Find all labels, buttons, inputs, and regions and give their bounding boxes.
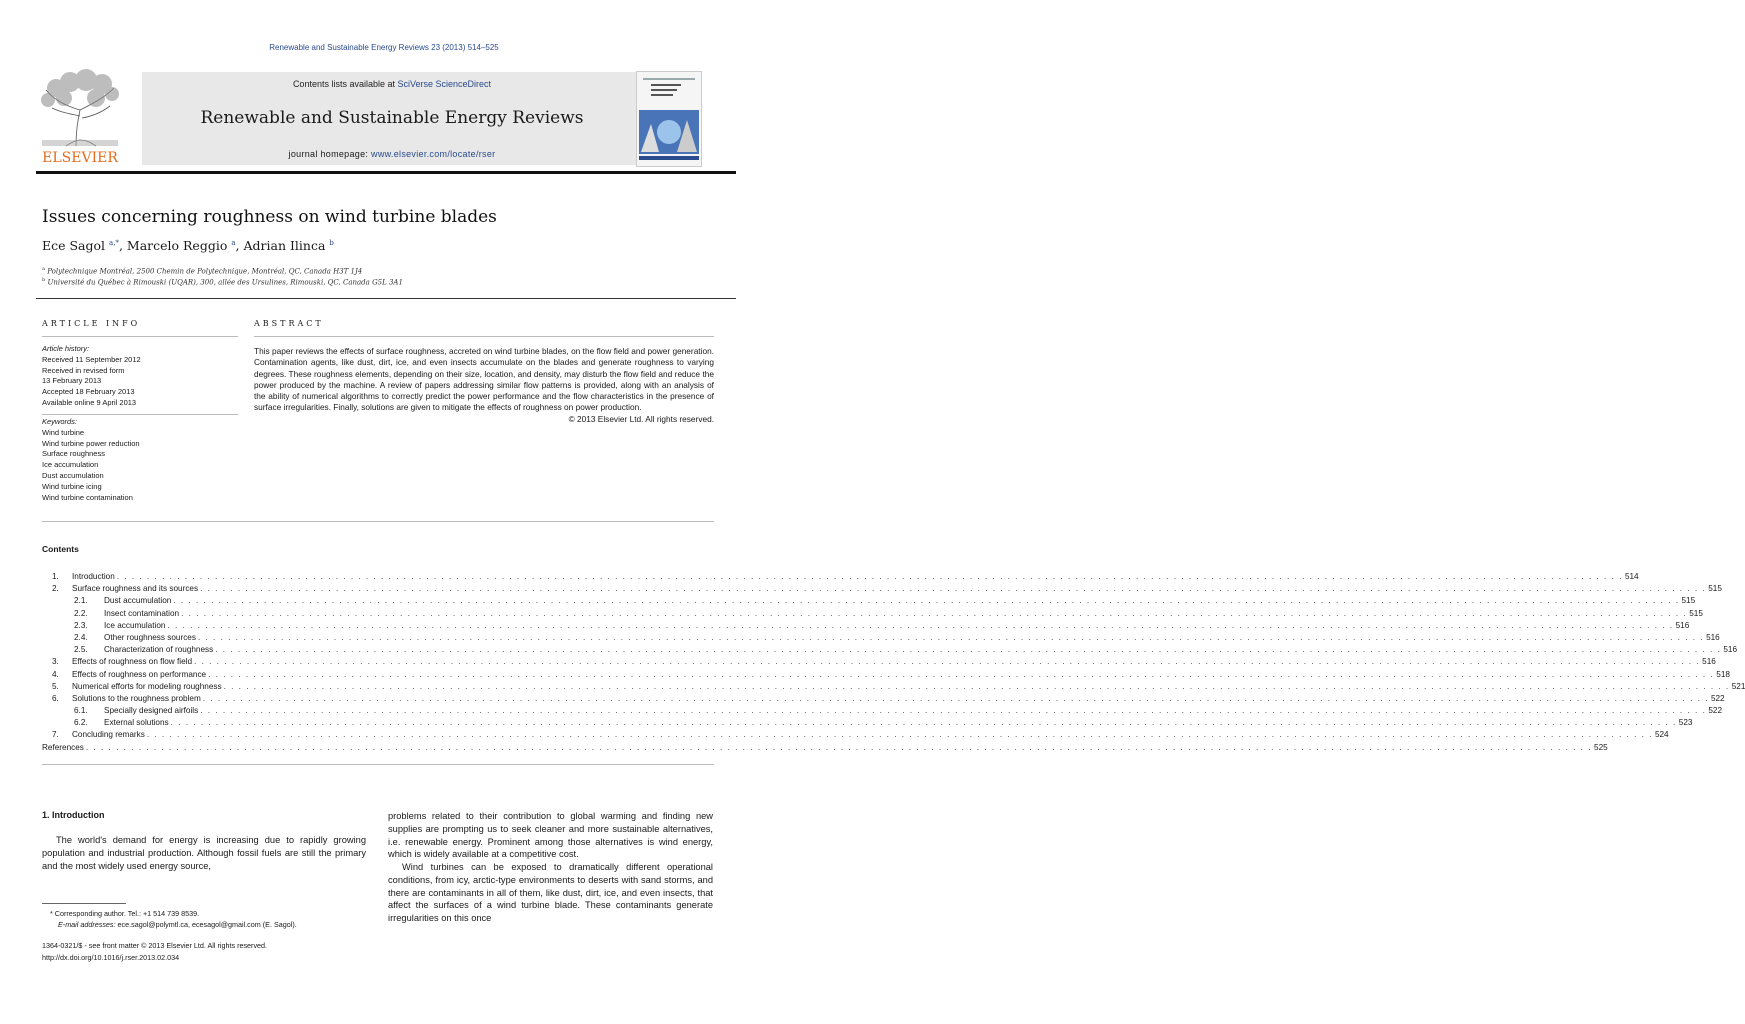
author-list: Ece Sagol $^{a,*}$, Marcelo Reggio $^a$, Adrian Ilinca $^b$ xyxy=(42,238,334,253)
toc-entry[interactable] xyxy=(42,571,1639,583)
history-label: Article history: xyxy=(42,344,90,353)
keyword: Wind turbine contamination xyxy=(42,492,133,502)
toc-number: 2.5. xyxy=(74,645,88,655)
keywords-label: Keywords: xyxy=(42,417,78,426)
toc-number: 2.3. xyxy=(74,620,88,630)
toc-entry[interactable] xyxy=(42,742,1608,754)
toc-leader-dots: . . . . . . . . . . . . . . . . . . . . . . . . . . . . . . . . . . . . . . . . . . . . . . . . . . . . . . . . . . . . . . . . . . . . . . . . . . . . . . . . . . . . . . . . . . . . . . . . . . . . . . . . . . . . . . . . . . . . . . . . . . . . . . . . . . . . . . . . . . . . . . . . . . . . . . . . . . . . . . . . . . . . . . . . . . . . . . . . . . . . . . . . . . . . . . . . . . . . . . . . xyxy=(202,693,1709,703)
author-affiliation-mark[interactable]: a xyxy=(231,238,236,247)
corresponding-author-note: * Corresponding author. Tel.: +1 514 739 8539. xyxy=(50,909,200,918)
contents-availability xyxy=(142,79,642,89)
toc-page-number: 522 xyxy=(1710,693,1725,703)
masthead xyxy=(36,70,736,168)
elsevier-logo xyxy=(36,70,124,166)
toc-label[interactable]: Insect contamination xyxy=(104,608,180,618)
toc-page-number: 518 xyxy=(1716,669,1730,679)
homepage-prefix: journal homepage: xyxy=(288,149,369,159)
toc-leader-dots: . . . . . . . . . . . . . . . . . . . . . . . . . . . . . . . . . . . . . . . . . . . . . . . . . . . . . . . . . . . . . . . . . . . . . . . . . . . . . . . . . . . . . . . . . . . . . . . . . . . . . . . . . . . . . . . . . . . . . . . . . . . . . . . . . . . . . . . . . . . . . . . . . . . . . . . . . . . . . . . . . . . . . . . . . . . . . . . . . . . . . . . . . . . . . . . . . . . . . . . . xyxy=(208,669,1715,679)
toc-page-number: 515 xyxy=(1681,596,1696,606)
keyword: Wind turbine icing xyxy=(42,481,102,491)
toc-number: 6. xyxy=(52,693,59,703)
publisher-wordmark: ELSEVIER xyxy=(42,150,118,166)
toc-number: 2. xyxy=(52,584,59,594)
abstract-heading: ABSTRACT xyxy=(254,319,324,328)
history-entry: 13 February 2013 xyxy=(42,376,102,386)
toc-label[interactable]: Ice accumulation xyxy=(104,620,166,630)
toc-entry[interactable] xyxy=(42,656,1716,668)
author-name[interactable]: Marcelo Reggio xyxy=(126,238,228,253)
toc-number: 2.2. xyxy=(74,608,88,618)
email-addresses[interactable]: ece.sagol@polymtl.ca, ecesagol@gmail.com (E. Sagol). xyxy=(117,920,297,929)
header-divider xyxy=(36,298,736,299)
journal-reference[interactable]: Renewable and Sustainable Energy Reviews 23 (2013) 514–525 xyxy=(269,43,499,52)
journal-title: Renewable and Sustainable Energy Reviews xyxy=(200,108,584,128)
footnote-rule xyxy=(42,903,126,904)
toc-page-number: 525 xyxy=(1594,742,1608,752)
toc-leader-dots: . . . . . . . . . . . . . . . . . . . . . . . . . . . . . . . . . . . . . . . . . . . . . . . . . . . . . . . . . . . . . . . . . . . . . . . . . . . . . . . . . . . . . . . . . . . . . . . . . . . . . . . . . . . . . . . . . . . . . . . . . . . . . . . . . . . . . . . . . . . . . . . . . . . . . . . . . . . . . . . . . . . . . . . . . . . . . . . . . . . . . . . . . . . . . . . . . . . . . . . . xyxy=(194,657,1701,667)
homepage-link[interactable]: www.elsevier.com/locate/rser xyxy=(371,149,496,159)
email-label: E-mail addresses: xyxy=(58,920,116,929)
keywords xyxy=(42,417,242,503)
cover-image-icon xyxy=(637,72,701,166)
toc-entry[interactable] xyxy=(42,717,1693,729)
toc-entry[interactable] xyxy=(42,644,1738,656)
toc-label[interactable]: Introduction xyxy=(72,572,115,581)
abstract-text: This paper reviews the effects of surface roughness, accreted on wind turbine blades, on the flow field and power generation. Contamination agents, like dust, dirt, ice, and even insects accumulate on the blades and generate roughness to varying degrees. These roughness elements, depending on their size, location, and density, may disturb the flow field and reduce the power produced by the machine. A review of papers addressing similar flow patterns is provided, along with an analysis of the ability of numerical algorithms to correctly predict the power performance and the flow characteristics in the presence of surface irregularities. Finally, solutions are given to mitigate the effects of roughness on power production. xyxy=(254,346,714,413)
toc-label[interactable]: Other roughness sources xyxy=(104,632,196,642)
toc-leader-dots: . . . . . . . . . . . . . . . . . . . . . . . . . . . . . . . . . . . . . . . . . . . . . . . . . . . . . . . . . . . . . . . . . . . . . . . . . . . . . . . . . . . . . . . . . . . . . . . . . . . . . . . . . . . . . . . . . . . . . . . . . . . . . . . . . . . . . . . . . . . . . . . . . . . . . . . . . . . . . . . . . . . . . . . . . . . . . . . . . . . . . . . . . . . . . . . . . . . . . . . . xyxy=(197,632,1705,642)
keyword: Ice accumulation xyxy=(42,460,99,470)
affiliation xyxy=(42,266,362,275)
toc-page-number: 516 xyxy=(1702,657,1716,667)
affiliation-text: Université du Québec à Rimouski (UQAR), 300, allée des Ursulines, Rimouski, QC, Canada G5L 3A1 xyxy=(47,278,403,287)
toc-leader-dots: . . . . . . . . . . . . . . . . . . . . . . . . . . . . . . . . . . . . . . . . . . . . . . . . . . . . . . . . . . . . . . . . . . . . . . . . . . . . . . . . . . . . . . . . . . . . . . . . . . . . . . . . . . . . . . . . . . . . . . . . . . . . . . . . . . . . . . . . . . . . . . . . . . . . . . . . . . . . . . . . . . . . . . . . . . . . . . . . . . . . . . . . . . . . . . . . . . . . . . . . xyxy=(85,742,1593,752)
article-title: Issues concerning roughness on wind turbine blades xyxy=(42,207,497,227)
toc-page-number: 523 xyxy=(1678,718,1693,728)
toc-leader-dots: . . . . . . . . . . . . . . . . . . . . . . . . . . . . . . . . . . . . . . . . . . . . . . . . . . . . . . . . . . . . . . . . . . . . . . . . . . . . . . . . . . . . . . . . . . . . . . . . . . . . . . . . . . . . . . . . . . . . . . . . . . . . . . . . . . . . . . . . . . . . . . . . . . . . . . . . . . . . . . . . . . . . . . . . . . . . . . . . . . . . . . . . . . . . . . . . . . . . . . . . xyxy=(116,572,1623,581)
toc-entry[interactable] xyxy=(42,583,1722,595)
keyword: Surface roughness xyxy=(42,449,105,459)
toc-label[interactable]: Specially designed airfoils xyxy=(104,706,199,716)
toc-number: 3. xyxy=(52,657,59,667)
affiliation-text: Polytechnique Montréal, 2500 Chemin de Polytechnique, Montréal, QC, Canada H3T 1J4 xyxy=(47,267,363,276)
toc-leader-dots: . . . . . . . . . . . . . . . . . . . . . . . . . . . . . . . . . . . . . . . . . . . . . . . . . . . . . . . . . . . . . . . . . . . . . . . . . . . . . . . . . . . . . . . . . . . . . . . . . . . . . . . . . . . . . . . . . . . . . . . . . . . . . . . . . . . . . . . . . . . . . . . . . . . . . . . . . . . . . . . . . . . . . . . . . . . . . . . . . . . . . . . . . . . . . . . . . . . . . . . . xyxy=(215,645,1722,655)
toc-page-number: 516 xyxy=(1723,645,1738,655)
toc-leader-dots: . . . . . . . . . . . . . . . . . . . . . . . . . . . . . . . . . . . . . . . . . . . . . . . . . . . . . . . . . . . . . . . . . . . . . . . . . . . . . . . . . . . . . . . . . . . . . . . . . . . . . . . . . . . . . . . . . . . . . . . . . . . . . . . . . . . . . . . . . . . . . . . . . . . . . . . . . . . . . . . . . . . . . . . . . . . . . . . . . . . . . . . . . . . . . . . . . . . . . . . . xyxy=(181,608,1688,618)
affiliation xyxy=(42,277,403,286)
toc-page-number: 515 xyxy=(1708,584,1722,594)
toc-leader-dots: . . . . . . . . . . . . . . . . . . . . . . . . . . . . . . . . . . . . . . . . . . . . . . . . . . . . . . . . . . . . . . . . . . . . . . . . . . . . . . . . . . . . . . . . . . . . . . . . . . . . . . . . . . . . . . . . . . . . . . . . . . . . . . . . . . . . . . . . . . . . . . . . . . . . . . . . . . . . . . . . . . . . . . . . . . . . . . . . . . . . . . . . . . . . . . . . . . . . . . . . xyxy=(223,681,1730,691)
toc-leader-dots: . . . . . . . . . . . . . . . . . . . . . . . . . . . . . . . . . . . . . . . . . . . . . . . . . . . . . . . . . . . . . . . . . . . . . . . . . . . . . . . . . . . . . . . . . . . . . . . . . . . . . . . . . . . . . . . . . . . . . . . . . . . . . . . . . . . . . . . . . . . . . . . . . . . . . . . . . . . . . . . . . . . . . . . . . . . . . . . . . . . . . . . . . . . . . . . . . . . . . . . . xyxy=(146,730,1653,740)
toc-entry[interactable] xyxy=(42,705,1723,717)
toc-entry[interactable] xyxy=(42,681,1745,693)
intro-right-paragraph: Wind turbines can be exposed to dramatically different operational conditions, from icy, arctic-type environments to deserts with sand storms, and there are contaminants in all of them, like dust, dirt, ice, and even insects, that affect the surfaces of a wind turbine blade. These contaminants generate irregularities on this once xyxy=(388,862,713,924)
toc-page-number: 524 xyxy=(1654,730,1669,740)
history-entry: Received in revised form xyxy=(42,365,125,375)
abstract xyxy=(254,346,714,425)
masthead-rule xyxy=(36,171,736,174)
intro-right-paragraph: problems related to their contribution to global warming and finding new supplies are prompting us to seek cleaner and more sustainable alternatives, i.e. renewable energy. Prominent among those alternatives is wind energy, which is widely available at a competitive cost. xyxy=(388,811,713,860)
author-affiliation-mark[interactable]: b xyxy=(329,238,334,247)
toc-label[interactable]: Dust accumulation xyxy=(104,596,172,606)
toc-label[interactable]: Surface roughness and its sources xyxy=(72,584,199,594)
author-name[interactable]: Ece Sagol xyxy=(42,238,106,253)
toc-label[interactable]: Solutions to the roughness problem xyxy=(72,693,201,703)
keywords-rule xyxy=(42,414,238,415)
doi-link[interactable]: http://dx.doi.org/10.1016/j.rser.2013.02.034 xyxy=(42,953,180,962)
email-note xyxy=(58,920,297,929)
author-affiliation-mark[interactable]: a,* xyxy=(109,238,119,247)
toc-number: 4. xyxy=(52,669,59,679)
toc-entry[interactable] xyxy=(42,595,1696,607)
journal-banner xyxy=(142,72,642,165)
toc-page-number: 515 xyxy=(1689,608,1703,618)
contents-top-rule xyxy=(42,521,714,522)
article-history xyxy=(42,344,242,409)
toc-number: 2.4. xyxy=(74,632,88,642)
toc-leader-dots: . . . . . . . . . . . . . . . . . . . . . . . . . . . . . . . . . . . . . . . . . . . . . . . . . . . . . . . . . . . . . . . . . . . . . . . . . . . . . . . . . . . . . . . . . . . . . . . . . . . . . . . . . . . . . . . . . . . . . . . . . . . . . . . . . . . . . . . . . . . . . . . . . . . . . . . . . . . . . . . . . . . . . . . . . . . . . . . . . . . . . . . . . . . . . . . . . . . . . . . . xyxy=(167,620,1674,630)
abstract-rule xyxy=(254,336,714,337)
toc-label[interactable]: External solutions xyxy=(104,718,169,728)
toc-number: 2.1. xyxy=(74,596,88,606)
toc-number: 1. xyxy=(52,572,59,581)
toc-label[interactable]: Concluding remarks xyxy=(72,730,145,740)
contents-bottom-rule xyxy=(42,764,714,765)
journal-cover-thumbnail[interactable] xyxy=(636,71,702,167)
toc-number: 6.1. xyxy=(74,706,88,716)
author-name[interactable]: Adrian Ilinca xyxy=(243,238,326,253)
history-entry: Available online 9 April 2013 xyxy=(42,397,137,407)
history-entry: Accepted 18 February 2013 xyxy=(42,387,135,397)
affiliation-mark: a xyxy=(42,266,45,272)
keyword: Wind turbine power reduction xyxy=(42,438,140,448)
toc-leader-dots: . . . . . . . . . . . . . . . . . . . . . . . . . . . . . . . . . . . . . . . . . . . . . . . . . . . . . . . . . . . . . . . . . . . . . . . . . . . . . . . . . . . . . . . . . . . . . . . . . . . . . . . . . . . . . . . . . . . . . . . . . . . . . . . . . . . . . . . . . . . . . . . . . . . . . . . . . . . . . . . . . . . . . . . . . . . . . . . . . . . . . . . . . . . . . . . . . . . . . . . . xyxy=(200,584,1707,594)
toc-label[interactable]: References xyxy=(42,742,84,752)
toc-page-number: 516 xyxy=(1675,620,1690,630)
toc-label[interactable]: Effects of roughness on flow field xyxy=(72,657,193,667)
elsevier-tree-icon xyxy=(36,70,124,166)
copyright-notice: © 2013 Elsevier Ltd. All rights reserved. xyxy=(568,413,714,424)
affiliation-mark: b xyxy=(42,277,46,283)
toc-label[interactable]: Characterization of roughness xyxy=(104,645,214,655)
toc-entry[interactable] xyxy=(42,669,1730,681)
issn-line: 1364-0321/$ - see front matter © 2013 Elsevier Ltd. All rights reserved. xyxy=(42,941,268,950)
contents-heading: Contents xyxy=(42,544,79,554)
article-info-rule xyxy=(42,336,238,337)
intro-left-paragraph: The world's demand for energy is increasing due to rapidly growing population and industrial production. Although fossil fuels are still the primary and the most widely used energy source, xyxy=(42,835,366,871)
article-info-heading: ARTICLE INFO xyxy=(42,319,141,328)
history-entry: Received 11 September 2012 xyxy=(42,354,141,364)
toc-number: 6.2. xyxy=(74,718,88,728)
toc-page-number: 516 xyxy=(1706,632,1720,642)
toc-page-number: 522 xyxy=(1708,706,1723,716)
contents-prefix: Contents lists available at xyxy=(292,79,395,89)
sciencedirect-link[interactable]: SciVerse ScienceDirect xyxy=(397,79,492,89)
toc-entry[interactable] xyxy=(42,729,1669,741)
toc-entry[interactable] xyxy=(42,632,1720,644)
toc-number: 5. xyxy=(52,681,59,691)
toc-leader-dots: . . . . . . . . . . . . . . . . . . . . . . . . . . . . . . . . . . . . . . . . . . . . . . . . . . . . . . . . . . . . . . . . . . . . . . . . . . . . . . . . . . . . . . . . . . . . . . . . . . . . . . . . . . . . . . . . . . . . . . . . . . . . . . . . . . . . . . . . . . . . . . . . . . . . . . . . . . . . . . . . . . . . . . . . . . . . . . . . . . . . . . . . . . . . . . . . . . . . . . . . xyxy=(170,718,1677,728)
toc-leader-dots: . . . . . . . . . . . . . . . . . . . . . . . . . . . . . . . . . . . . . . . . . . . . . . . . . . . . . . . . . . . . . . . . . . . . . . . . . . . . . . . . . . . . . . . . . . . . . . . . . . . . . . . . . . . . . . . . . . . . . . . . . . . . . . . . . . . . . . . . . . . . . . . . . . . . . . . . . . . . . . . . . . . . . . . . . . . . . . . . . . . . . . . . . . . . . . . . . . . . . . . . xyxy=(173,596,1680,606)
keyword: Wind turbine xyxy=(42,427,85,437)
table-of-contents xyxy=(42,571,1745,754)
keyword: Dust accumulation xyxy=(42,470,104,480)
journal-homepage xyxy=(142,149,642,159)
toc-entry[interactable] xyxy=(42,693,1725,705)
toc-number: 7. xyxy=(52,730,59,740)
section-heading: 1. Introduction xyxy=(42,810,105,820)
toc-page-number: 521 xyxy=(1731,681,1745,691)
toc-entry[interactable] xyxy=(42,608,1703,620)
toc-leader-dots: . . . . . . . . . . . . . . . . . . . . . . . . . . . . . . . . . . . . . . . . . . . . . . . . . . . . . . . . . . . . . . . . . . . . . . . . . . . . . . . . . . . . . . . . . . . . . . . . . . . . . . . . . . . . . . . . . . . . . . . . . . . . . . . . . . . . . . . . . . . . . . . . . . . . . . . . . . . . . . . . . . . . . . . . . . . . . . . . . . . . . . . . . . . . . . . . . . . . . . . . xyxy=(200,706,1707,716)
toc-page-number: 514 xyxy=(1624,572,1639,581)
toc-label[interactable]: Effects of roughness on performance xyxy=(72,669,207,679)
toc-label[interactable]: Numerical efforts for modeling roughness xyxy=(72,681,222,691)
toc-entry[interactable] xyxy=(42,620,1690,632)
